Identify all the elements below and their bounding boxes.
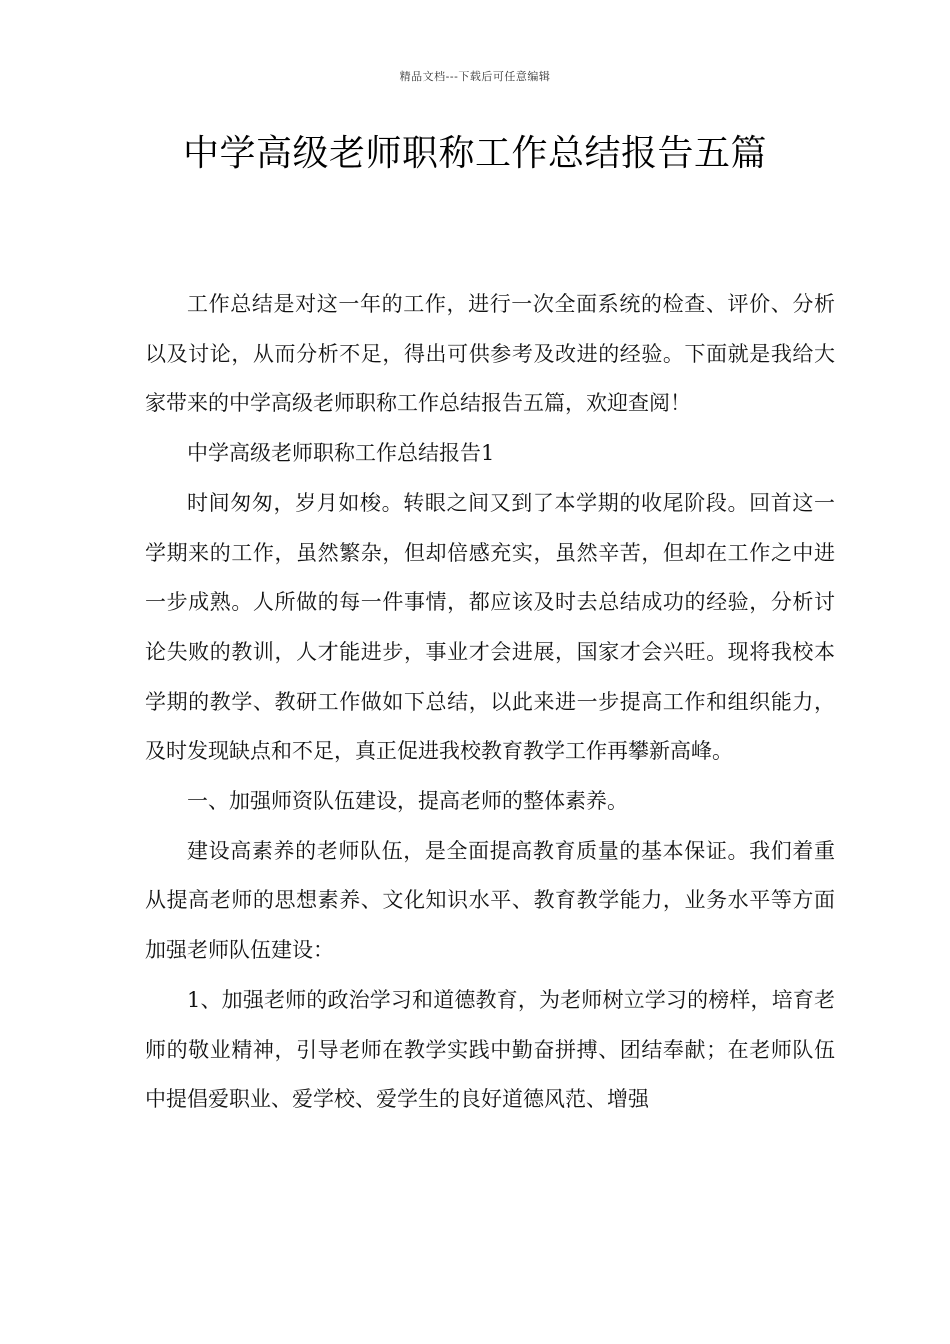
- document-title: 中学高级老师职称工作总结报告五篇: [182, 133, 767, 174]
- paragraph-intro: 工作总结是对这一年的工作，进行一次全面系统的检查、评价、分析以及讨论，从而分析不足，得出可供参考及改进的经验。下面就是我给大家带来的中学高级老师职称工作总结报告五篇，欢迎查阅！: [145, 292, 835, 416]
- header-note: 精品文档---下载后可任意编辑: [399, 70, 551, 83]
- paragraph: 建设高素养的老师队伍，是全面提高教育质量的基本保证。我们着重从提高老师的思想素养、文化知识水平、教育教学能力，业务水平等方面加强老师队伍建设：: [145, 838, 835, 963]
- subsection-heading: 一、加强师资队伍建设，提高老师的整体素养。: [187, 789, 628, 814]
- document-body: [145, 280, 835, 1125]
- paragraph: 时间匆匆，岁月如梭。转眼之间又到了本学期的收尾阶段。回首这一学期来的工作，虽然繁杂，但却倍感充实，虽然辛苦，但却在工作之中进一步成熟。人所做的每一件事情，都应该及时去总结成功的经验，分析讨论失败的教训，人才能进步，事业才会进展，国家才会兴旺。现将我校本学期的教学、教研工作做如下总结，以此来进一步提高工作和组织能力，及时发现缺点和不足，真正促进我校教育教学工作再攀新高峰。: [145, 490, 835, 764]
- paragraph: 1、加强老师的政治学习和道德教育，为老师树立学习的榜样，培育老师的敬业精神，引导老师在教学实践中勤奋拼搏、团结奉献；在老师队伍中提倡爱职业、爱学校、爱学生的良好道德风范、增强: [145, 987, 835, 1112]
- section-heading: 中学高级老师职称工作总结报告1: [187, 441, 495, 466]
